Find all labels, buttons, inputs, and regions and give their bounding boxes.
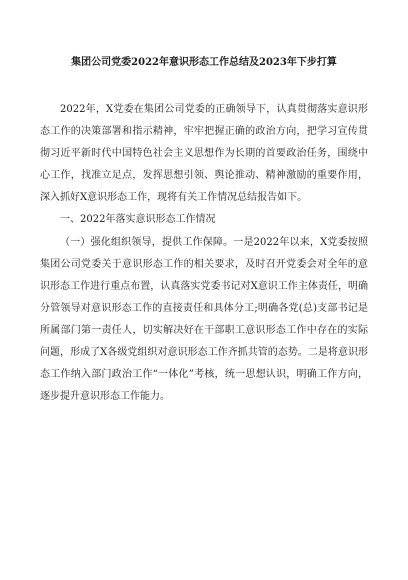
intro-paragraph: 2022年，X党委在集团公司党委的正确领导下，认真贯彻落实意识形态工作的决策部署和指示精神，牢牢把握正确的政治方向，把学习宣传贯彻习近平新时代中国特色社会主义思想作为长期的首要政治任务，围绕中心工作，找准立足点，发挥思想引领、舆论推动、精神激励的重要作用，深入抓好X意识形态工作，现将有关工作情况总结报告如下。 <box>40 104 368 204</box>
section-heading: 一、2022年落实意识形态工作情况 <box>60 214 216 226</box>
document-title: 集团公司党委2022年意识形态工作总结及2023年下步打算 <box>71 57 337 68</box>
document-body <box>40 99 368 408</box>
section-paragraph: （一）强化组织领导，提供工作保障。一是2022年以来，X党委按照集团公司党委关于意识形态工作的相关要求，及时召开党委会对全年的意识形态工作进行重点布置，认真落实党委书记对X意识工作主体责任，明确分管领导对意识形态工作的直接责任和具体分工;明确各党(总)支部书记是所属部门第一责任人，切实解决好在干部职工意识形态工作中存在的实际问题，形成了X各级党组织对意识形态工作齐抓共管的态势。二是将意识形态工作纳入部门政治工作“一体化”考核，统一思想认识，明确工作方向，逐步提升意识形态工作能力。 <box>40 236 368 403</box>
